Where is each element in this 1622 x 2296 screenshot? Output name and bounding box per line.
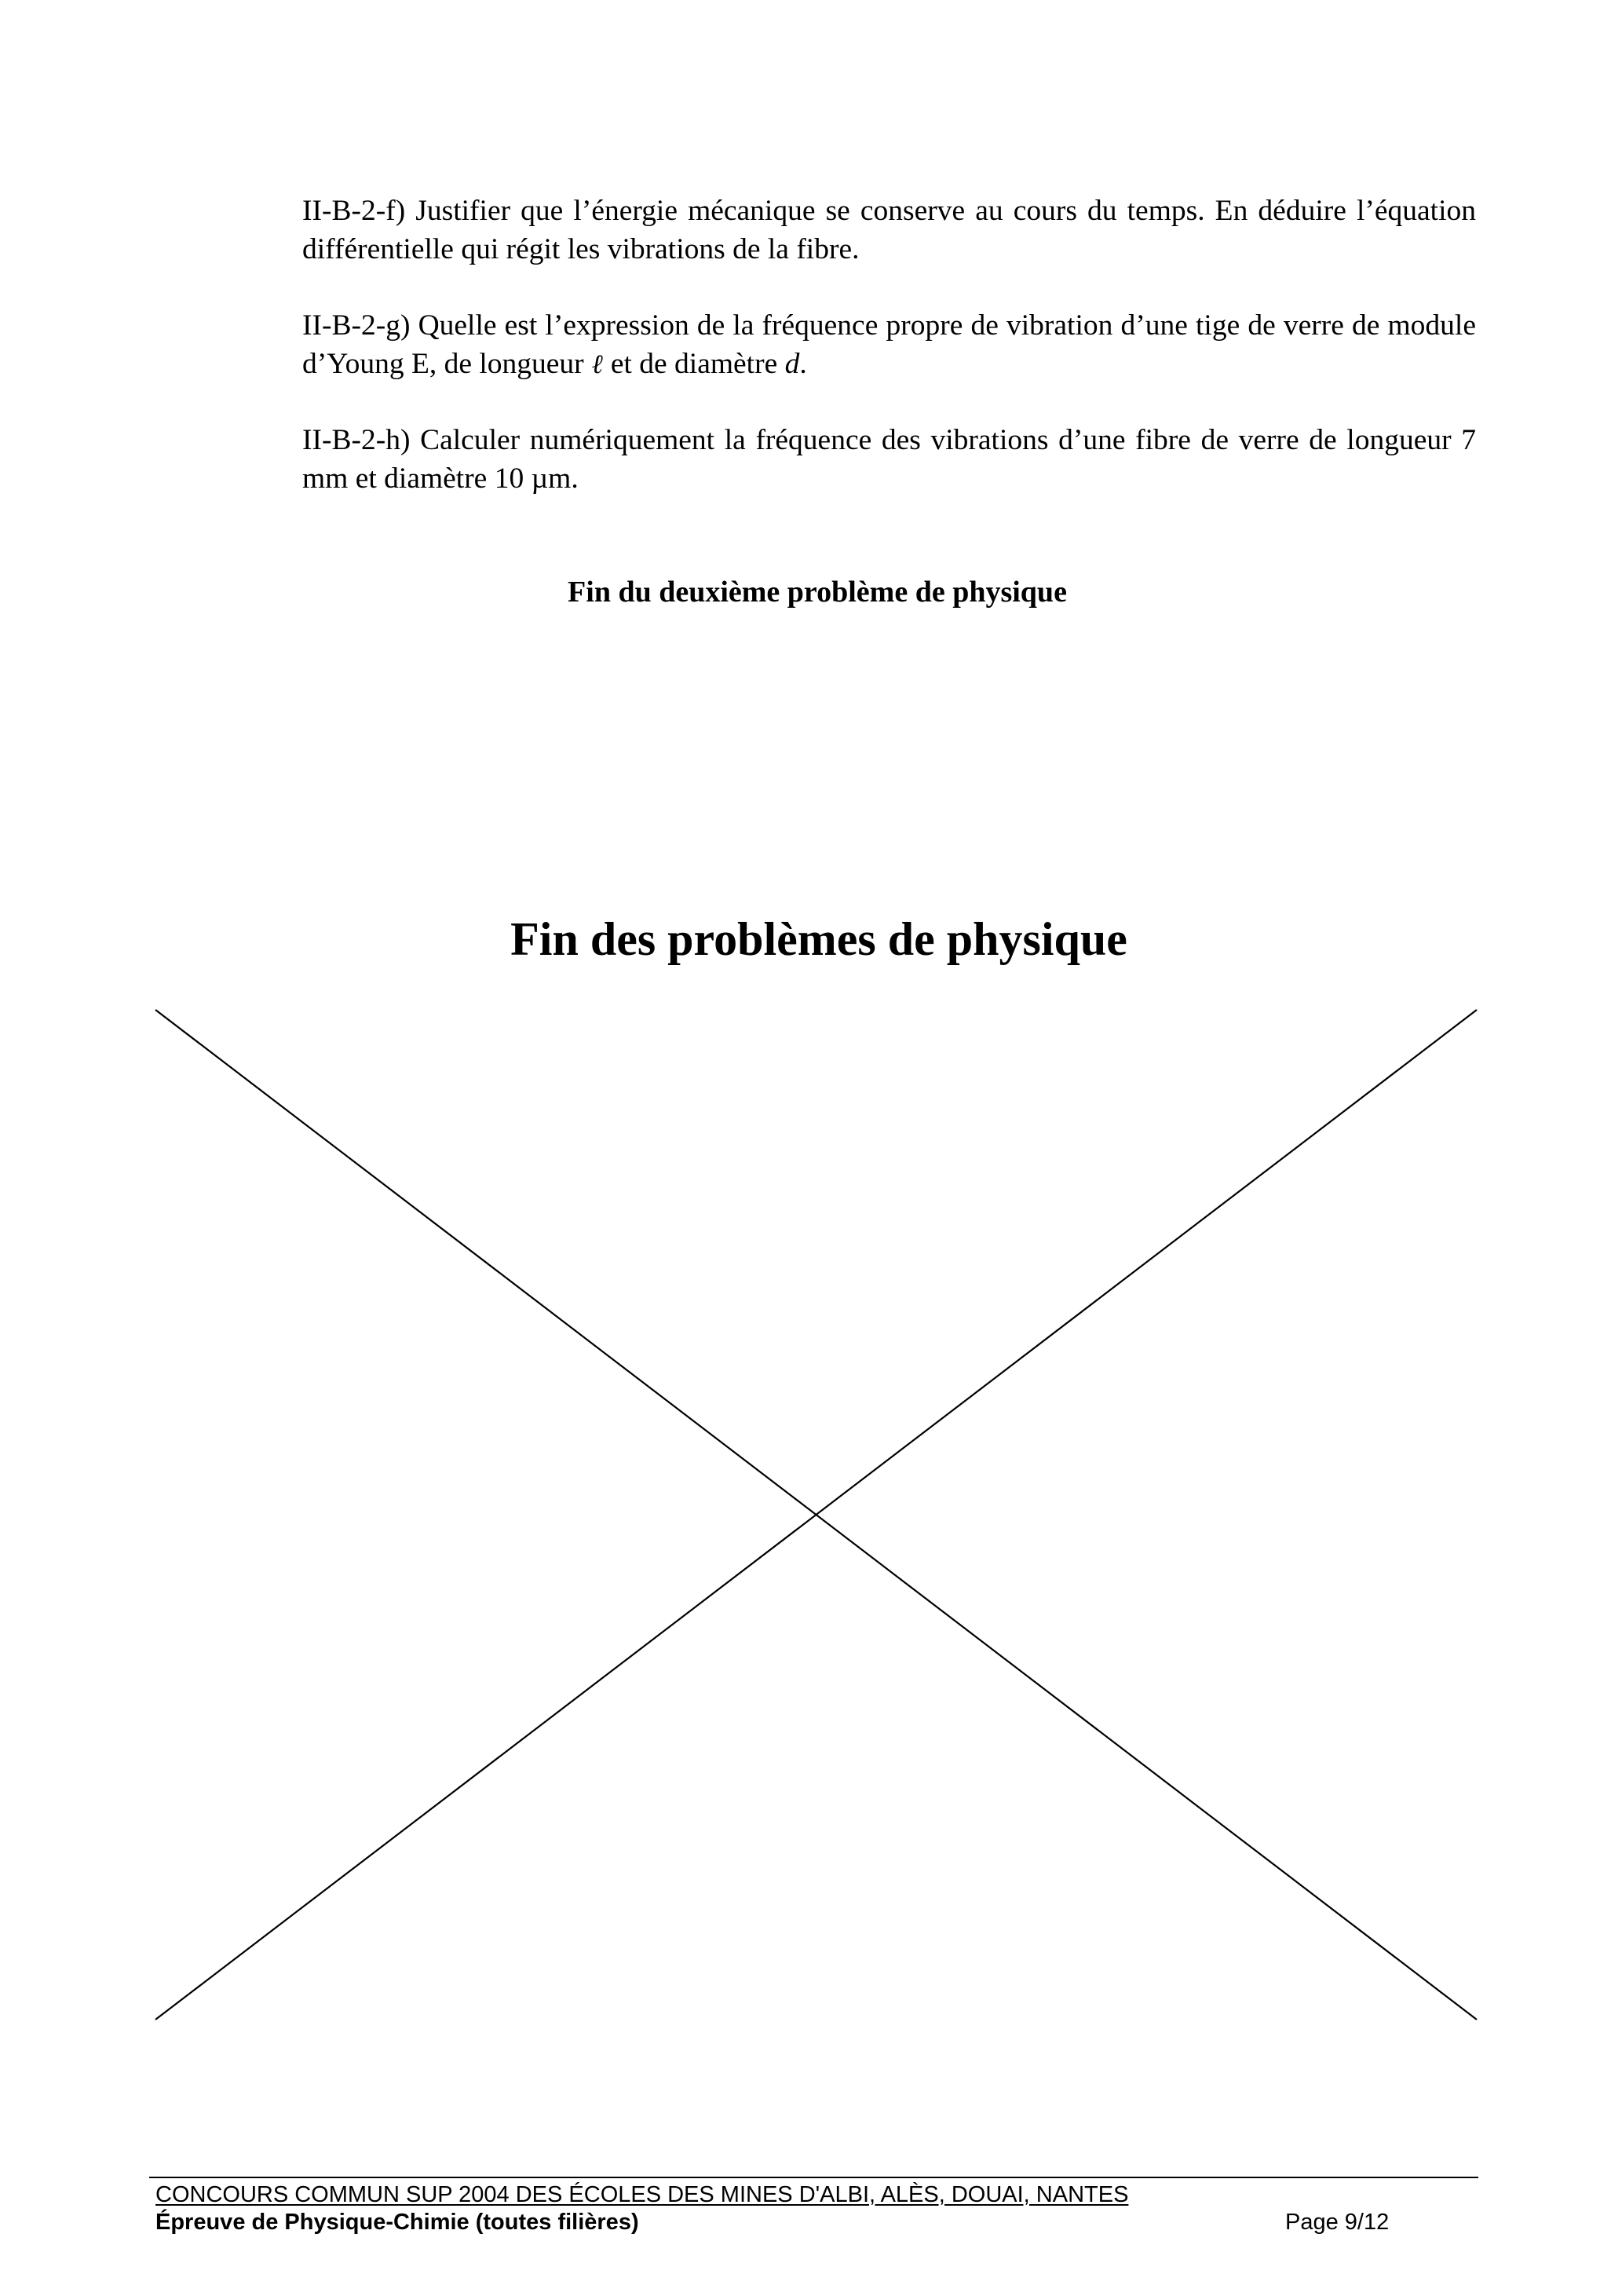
footer-divider (149, 2177, 1478, 2178)
end-physics-heading: Fin des problèmes de physique (510, 913, 1127, 965)
question-id: II-B-2-f) (302, 195, 406, 227)
question-id: II-B-2-g) (302, 309, 411, 342)
question-text: Quelle est l’expression de la fréquence propre de vibration d’une tige de verre de module d’Young E, de longueur (302, 309, 1476, 380)
question-id: II-B-2-h) (302, 424, 411, 456)
question-text-end: . (799, 348, 807, 380)
footer-contest-title: CONCOURS COMMUN SUP 2004 DES ÉCOLES DES MINES D'ALBI, ALÈS, DOUAI, NANTES (155, 2182, 1129, 2207)
end-second-problem-heading: Fin du deuxième problème de physique (568, 576, 1067, 609)
footer-exam-title: Épreuve de Physique-Chimie (toutes filières) (155, 2210, 639, 2235)
question-text: Justifier que l’énergie mécanique se conserve au cours du temps. En déduire l’équation différentielle qui régit les vibrations de la fibre. (302, 195, 1476, 265)
length-symbol: ℓ (591, 349, 603, 380)
page-number: Page 9/12 (1285, 2210, 1390, 2235)
question-text: Calculer numériquement la fréquence des vibrations d’une fibre de verre de longueur 7 mm et diamètre 10 µm. (302, 424, 1476, 495)
question-text-middle: et de diamètre (610, 348, 778, 380)
diameter-symbol: d (784, 348, 800, 380)
